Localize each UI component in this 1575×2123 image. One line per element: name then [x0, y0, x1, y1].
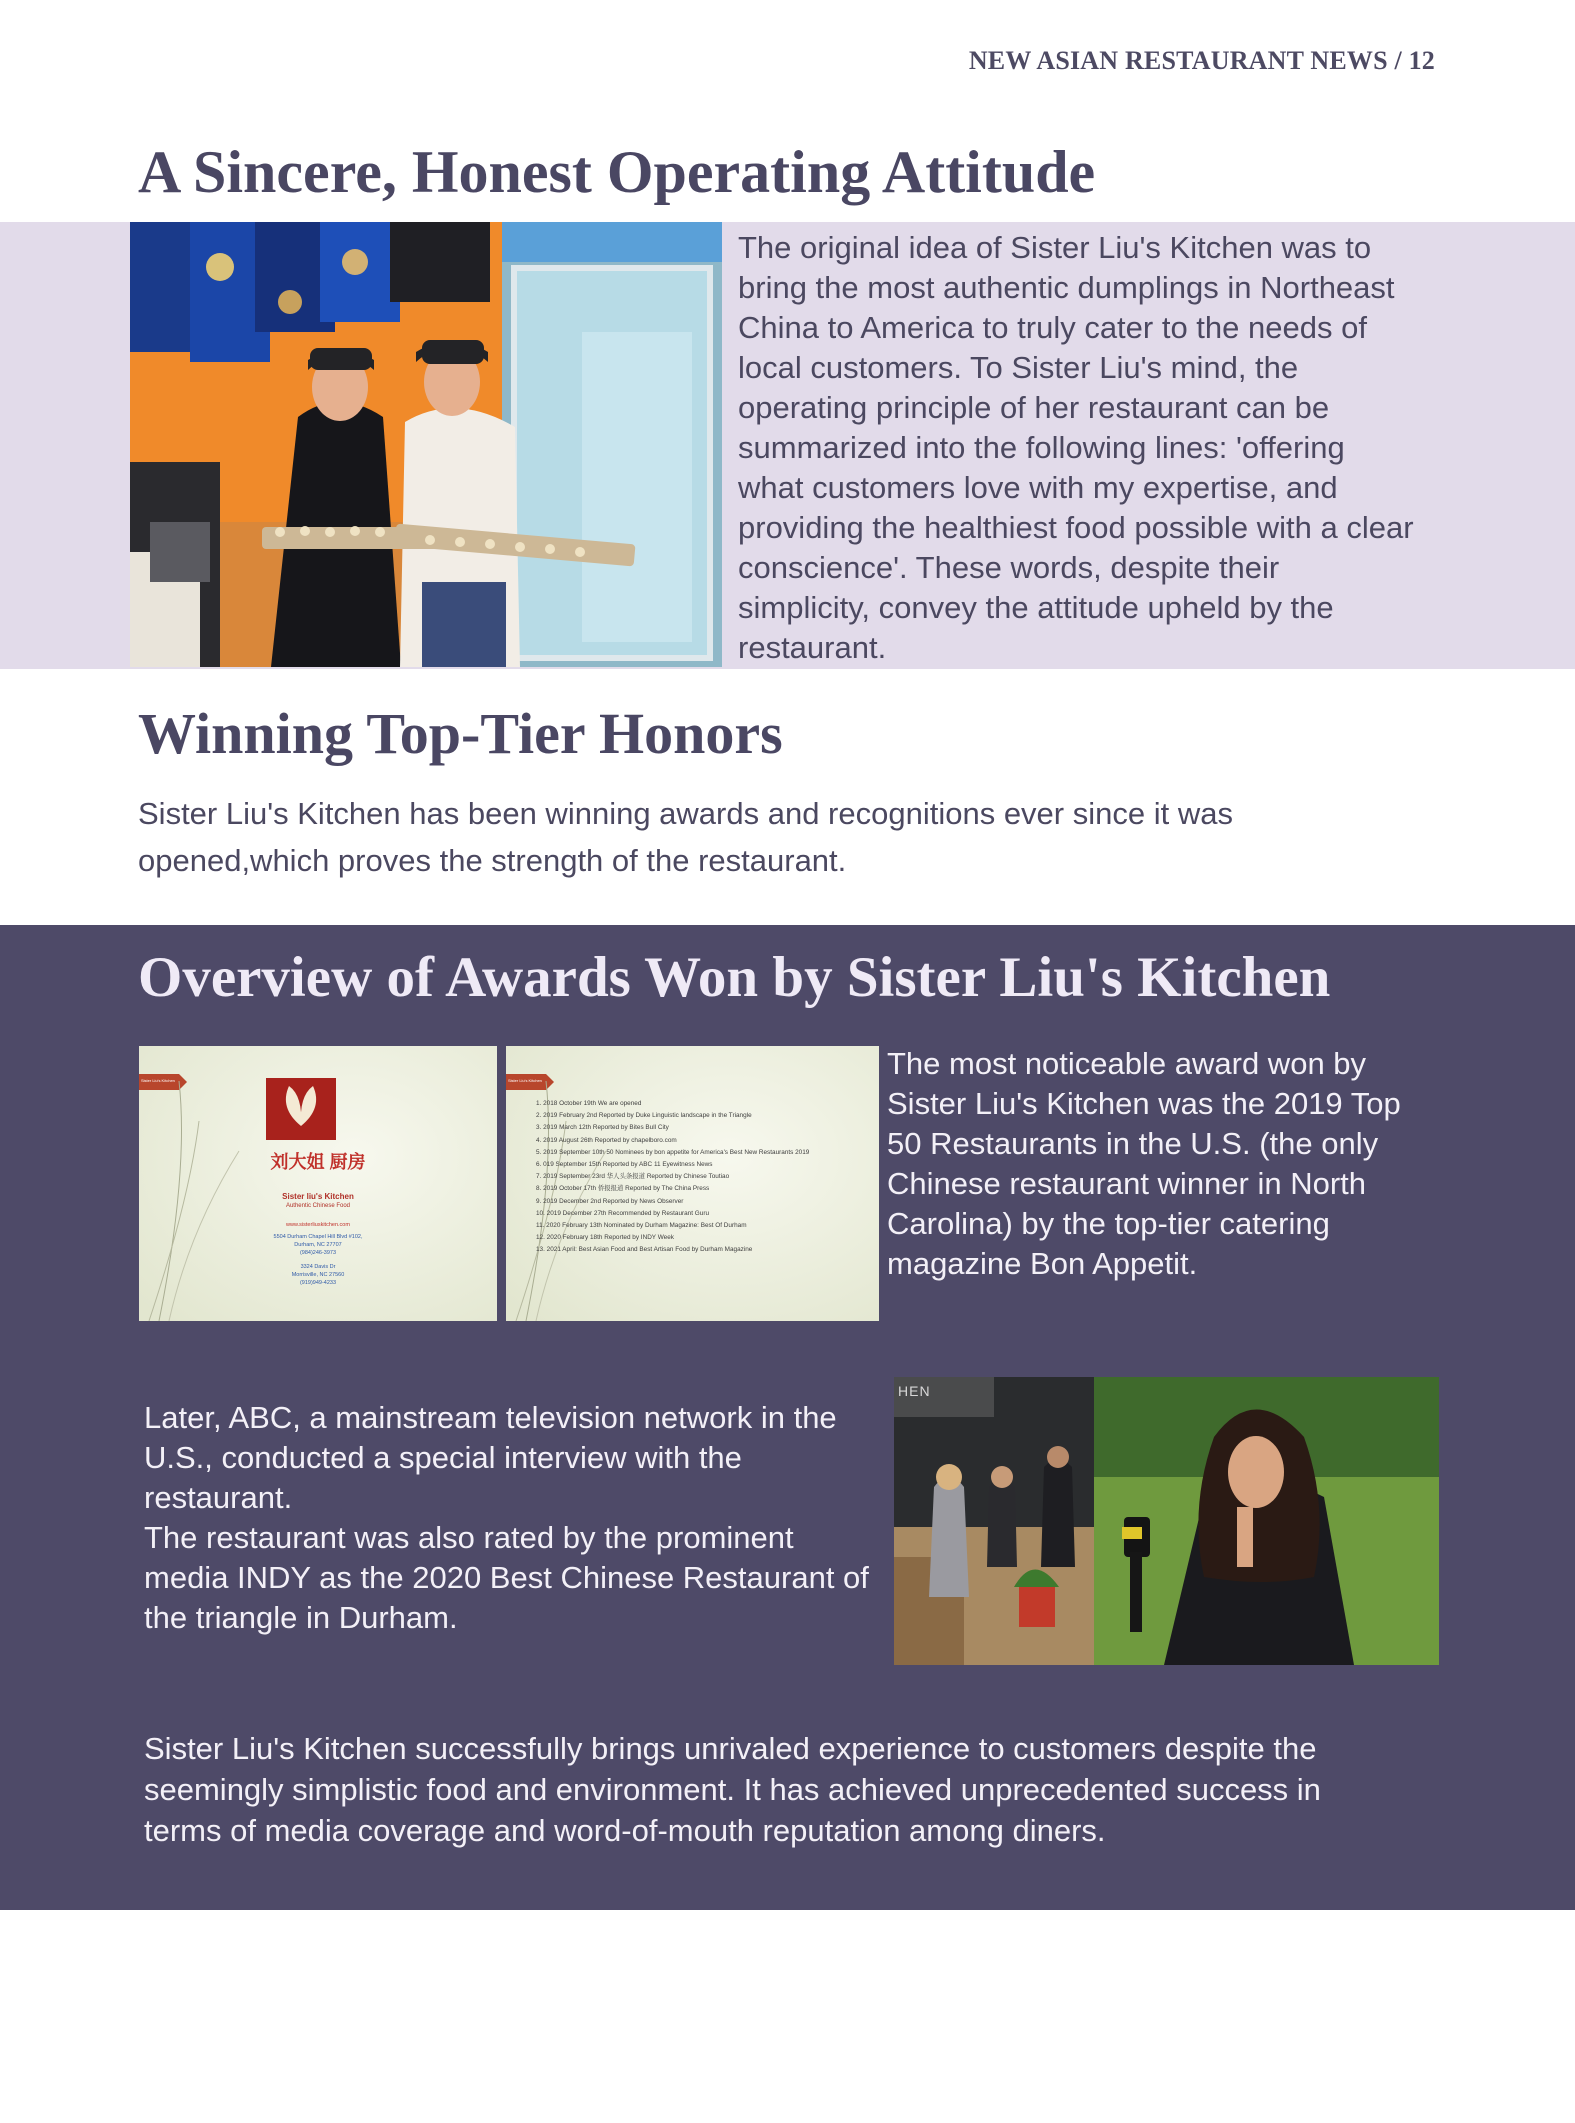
staff-photo-illustration — [130, 222, 722, 667]
closing-line: Sister Liu's Kitchen successfully brings unrivaled experience to customers despite the — [144, 1731, 1317, 1766]
award-paragraph — [887, 1044, 1447, 1284]
timeline-item: 6. 019 September 15th Reported by ABC 11 Eyewitness News — [536, 1161, 713, 1169]
attitude-line: local customers. To Sister Liu's mind, the — [738, 350, 1299, 385]
honors-line: Sister Liu's Kitchen has been winning awards and recognitions ever since it was — [138, 796, 1233, 831]
attitude-line: restaurant. — [738, 630, 887, 665]
award-line: Chinese restaurant winner in North — [887, 1166, 1367, 1201]
tv-sign-text: HEN — [898, 1383, 931, 1399]
media-line: U.S., conducted a special interview with the — [144, 1440, 742, 1475]
closing-line: terms of media coverage and word-of-mouth reputation among diners. — [144, 1813, 1106, 1848]
slide-website: www.sisterliuskitchen.com — [286, 1222, 350, 1228]
section-title-honors: Winning Top-Tier Honors — [138, 701, 783, 766]
timeline-item: 13. 2021 April: Best Asian Food and Best Artisan Food by Durham Magazine — [536, 1246, 753, 1254]
timeline-list — [536, 1098, 876, 1257]
slide-tag: Sister Liu's Kitchen — [141, 1078, 175, 1083]
timeline-slide — [506, 1046, 879, 1321]
attitude-line: conscience'. These words, despite their — [738, 550, 1280, 585]
timeline-item: 3. 2019 March 12th Reported by Bites Bull City — [536, 1124, 669, 1132]
timeline-item: 8. 2019 October 17th 侨报报道 Reported by The China Press — [536, 1185, 710, 1193]
attitude-paragraph — [738, 228, 1438, 668]
attitude-line: China to America to truly cater to the needs of — [738, 310, 1367, 345]
media-line: the triangle in Durham. — [144, 1600, 458, 1635]
attitude-line: summarized into the following lines: 'offering — [738, 430, 1345, 465]
attitude-line: what customers love with my expertise, and — [738, 470, 1338, 505]
timeline-item: 2. 2019 February 2nd Reported by Duke Linguistic landscape in the Triangle — [536, 1112, 752, 1120]
slide-address: Durham, NC 27707 — [294, 1242, 342, 1248]
slide-brand-name: Sister liu's Kitchen — [282, 1192, 354, 1201]
brand-slide — [139, 1046, 497, 1321]
timeline-item: 9. 2019 December 2nd Reported by News Observer — [536, 1197, 684, 1205]
award-line: 50 Restaurants in the U.S. (the only — [887, 1126, 1379, 1161]
honors-paragraph — [138, 790, 1338, 884]
award-line: Sister Liu's Kitchen was the 2019 Top — [887, 1086, 1401, 1121]
closing-line: seemingly simplistic food and environment. It has achieved unprecedented success in — [144, 1772, 1321, 1807]
timeline-item: 12. 2020 February 18th Reported by INDY Week — [536, 1234, 674, 1242]
slide-phone: (984)246-3973 — [299, 1250, 337, 1256]
honors-line: opened,which proves the strength of the restaurant. — [138, 843, 847, 878]
section-title-attitude: A Sincere, Honest Operating Attitude — [138, 139, 1096, 205]
media-line: Later, ABC, a mainstream television network in the — [144, 1400, 837, 1435]
slide-address: Morrisville, NC 27560 — [291, 1272, 345, 1278]
media-line: restaurant. — [144, 1480, 293, 1515]
page-header: NEW ASIAN RESTAURANT NEWS / 12 — [968, 46, 1435, 75]
slide-address: 3324 Davis Dr — [300, 1264, 336, 1270]
media-line: The restaurant was also rated by the prominent — [144, 1520, 794, 1555]
slide-chinese-name: 刘大姐 厨房 — [270, 1152, 366, 1172]
timeline-item: 10. 2019 December 27th Recommended by Restaurant Guru — [536, 1209, 709, 1217]
timeline-item: 1. 2018 October 19th We are opened — [536, 1100, 642, 1107]
slide-address: 5504 Durham Chapel Hill Blvd #102, — [273, 1234, 363, 1240]
slide-tag: Sister Liu's Kitchen — [508, 1078, 542, 1083]
closing-paragraph — [144, 1728, 1444, 1851]
attitude-line: providing the healthiest food possible with a clear — [738, 510, 1414, 545]
timeline-item: 5. 2019 September 10th 50 Nominees by bon appetite for America's Best New Restaurants 2019 — [536, 1148, 810, 1156]
timeline-item: 4. 2019 August 26th Reported by chapelboro.com — [536, 1136, 677, 1144]
attitude-line: The original idea of Sister Liu's Kitchen was to — [738, 230, 1372, 265]
attitude-line: operating principle of her restaurant can be — [738, 390, 1330, 425]
staff-photo — [130, 222, 722, 667]
timeline-item: 7. 2019 September 23rd 华人头条报道 Reported by Chinese Toutiao — [536, 1173, 730, 1181]
award-line: magazine Bon Appetit. — [887, 1246, 1198, 1281]
award-line: The most noticeable award won by — [887, 1046, 1367, 1081]
tv-interview-photo — [894, 1377, 1439, 1665]
attitude-line: bring the most authentic dumplings in Northeast — [738, 270, 1395, 305]
media-paragraph — [144, 1398, 904, 1638]
section-title-awards: Overview of Awards Won by Sister Liu's Kitchen — [138, 946, 1331, 1009]
media-line: media INDY as the 2020 Best Chinese Restaurant of — [144, 1560, 869, 1595]
attitude-line: simplicity, convey the attitude upheld by the — [738, 590, 1334, 625]
timeline-item: 11. 2020 February 13th Nominated by Durham Magazine: Best Of Durham — [536, 1222, 747, 1230]
slide-phone: (919)949-4233 — [299, 1280, 337, 1286]
award-line: Carolina) by the top-tier catering — [887, 1206, 1330, 1241]
slide-brand-subtitle: Authentic Chinese Food — [285, 1203, 351, 1209]
tv-interview-illustration — [894, 1377, 1439, 1665]
